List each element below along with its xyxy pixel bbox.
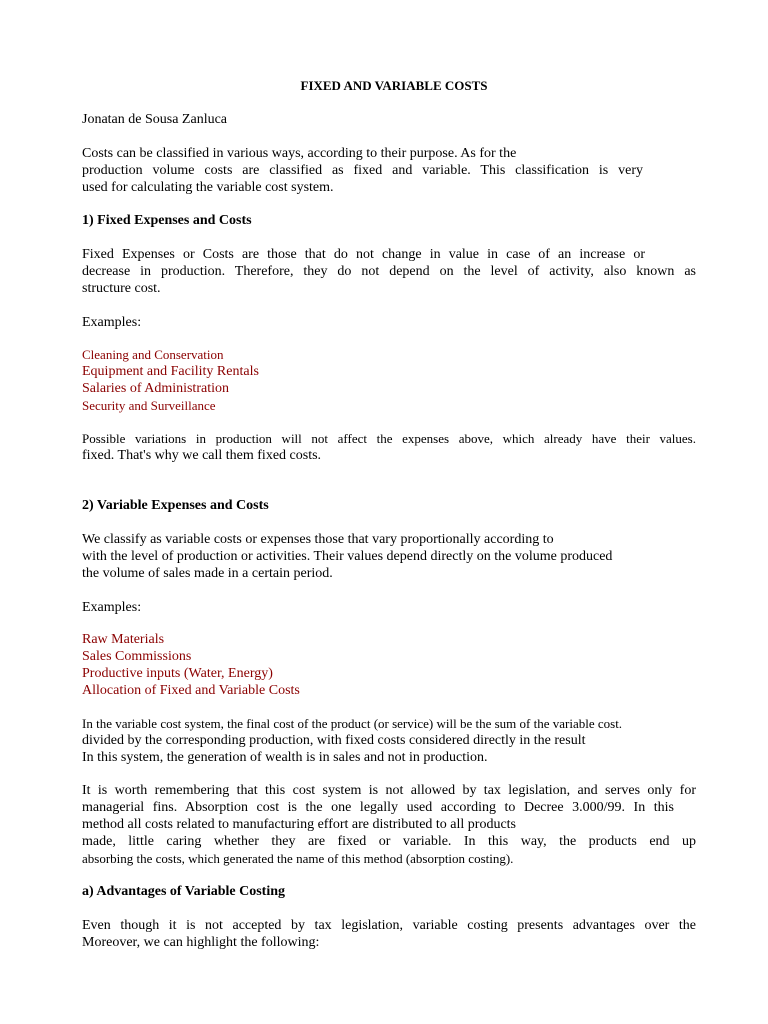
intro-line: production volume costs are classified as fixed and variable. This classification is very bbox=[82, 163, 643, 178]
section-heading-advantages: a) Advantages of Variable Costing bbox=[82, 884, 286, 899]
examples-label: Examples: bbox=[82, 315, 142, 330]
fixed-example-item: Security and Surveillance bbox=[82, 398, 216, 413]
paragraph-line: In this system, the generation of wealth is in sales and not in production. bbox=[82, 750, 488, 765]
fixed-example-item: Cleaning and Conservation bbox=[82, 347, 224, 362]
variable-example-item: Productive inputs (Water, Energy) bbox=[82, 666, 273, 681]
paragraph-line: Moreover, we can highlight the following: bbox=[82, 935, 320, 950]
paragraph-line: managerial fins. Absorption cost is the one legally used according to Decree 3.000/99. In this bbox=[82, 800, 674, 815]
paragraph-line: the volume of sales made in a certain period. bbox=[82, 566, 333, 581]
paragraph-line: method all costs related to manufacturing effort are distributed to all products bbox=[82, 817, 516, 832]
intro-line: used for calculating the variable cost system. bbox=[82, 180, 334, 195]
variable-example-item: Sales Commissions bbox=[82, 649, 192, 664]
paragraph-line: fixed. That's why we call them fixed costs. bbox=[82, 448, 322, 463]
paragraph-line: divided by the corresponding production, with fixed costs considered directly in the result bbox=[82, 733, 586, 748]
paragraph-line: Possible variations in production will not affect the expenses above, which already have their values. bbox=[82, 431, 696, 446]
paragraph-line: made, little caring whether they are fixed or variable. In this way, the products end up bbox=[82, 834, 696, 849]
paragraph-line: Even though it is not accepted by tax legislation, variable costing presents advantages over the bbox=[82, 918, 696, 933]
intro-line: Costs can be classified in various ways, according to their purpose. As for the bbox=[82, 146, 517, 161]
section-heading-variable: 2) Variable Expenses and Costs bbox=[82, 498, 269, 513]
variable-example-item: Allocation of Fixed and Variable Costs bbox=[82, 683, 300, 698]
paragraph-line: with the level of production or activities. Their values depend directly on the volume produced bbox=[82, 549, 613, 564]
fixed-example-item: Salaries of Administration bbox=[82, 381, 229, 396]
author-line: Jonatan de Sousa Zanluca bbox=[82, 112, 228, 127]
variable-example-item: Raw Materials bbox=[82, 632, 165, 647]
section-heading-fixed: 1) Fixed Expenses and Costs bbox=[82, 213, 252, 228]
examples-label: Examples: bbox=[82, 600, 142, 615]
paragraph-line: In the variable cost system, the final cost of the product (or service) will be the sum of the variable cost. bbox=[82, 716, 623, 731]
paragraph-line: decrease in production. Therefore, they do not depend on the level of activity, also known as bbox=[82, 264, 696, 279]
paragraph-line: We classify as variable costs or expenses those that vary proportionally according to bbox=[82, 532, 554, 547]
fixed-example-item: Equipment and Facility Rentals bbox=[82, 364, 259, 379]
document-title: FIXED AND VARIABLE COSTS bbox=[300, 78, 488, 93]
paragraph-line: It is worth remembering that this cost system is not allowed by tax legislation, and serves only for bbox=[82, 783, 696, 798]
paragraph-line: Fixed Expenses or Costs are those that do not change in value in case of an increase or bbox=[82, 247, 645, 262]
paragraph-line: structure cost. bbox=[82, 281, 161, 296]
paragraph-line: absorbing the costs, which generated the name of this method (absorption costing). bbox=[82, 851, 514, 866]
